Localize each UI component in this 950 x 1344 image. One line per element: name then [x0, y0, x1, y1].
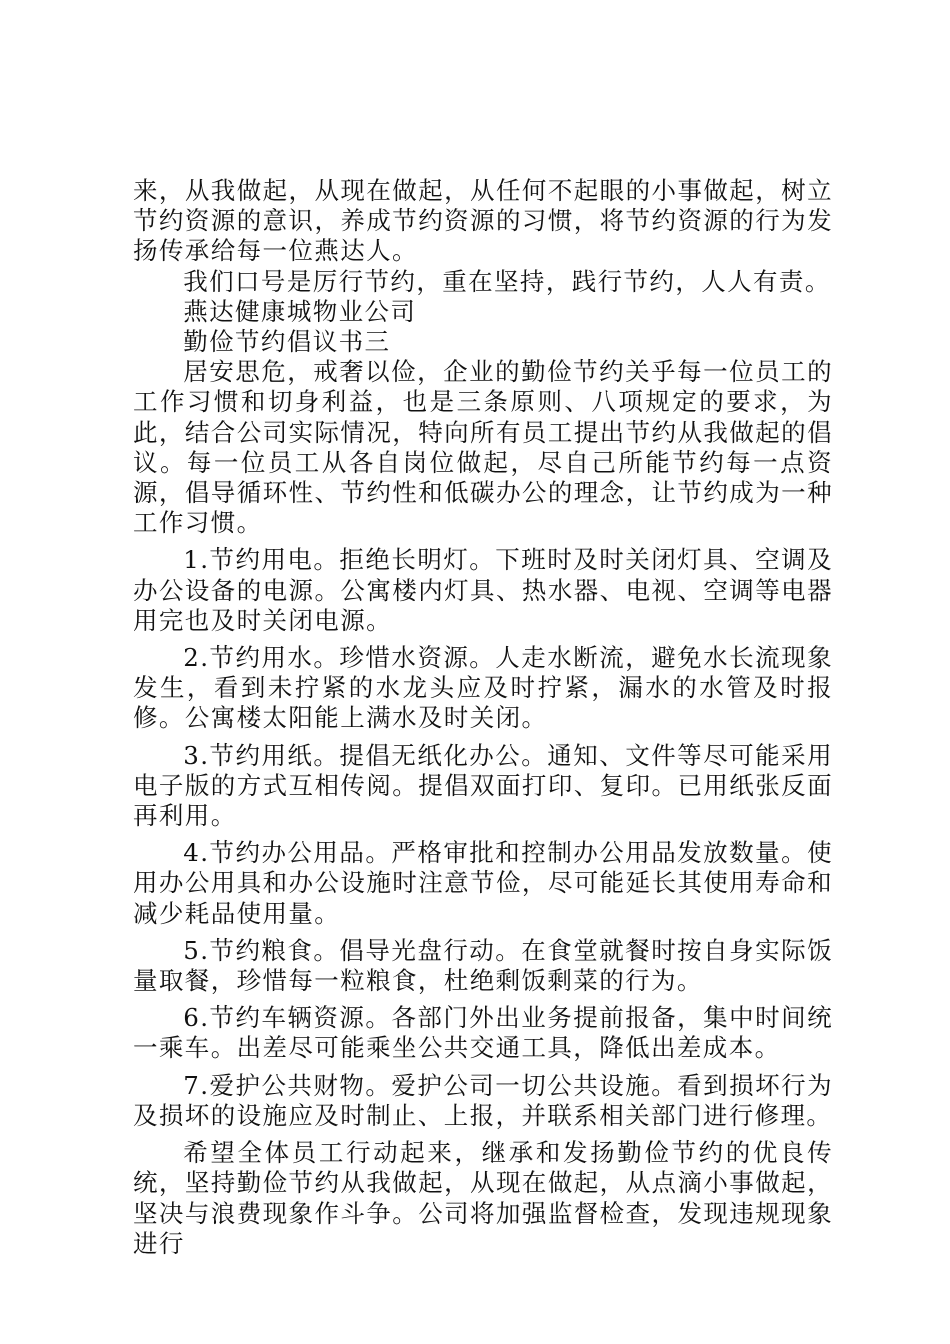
list-item-paper: 3.节约用纸。提倡无纸化办公。通知、文件等尽可能采用电子版的方式互相传阅。提倡双面打印、复印。已用纸张反面再利用。: [133, 740, 833, 831]
paragraph-continuation: 来，从我做起，从现在做起，从任何不起眼的小事做起，树立节约资源的意识，养成节约资源的习惯，将节约资源的行为发扬传承给每一位燕达人。: [133, 176, 833, 266]
paragraph-slogan: 我们口号是厉行节约，重在坚持，践行节约，人人有责。: [183, 266, 831, 296]
list-item-vehicles: 6.节约车辆资源。各部门外出业务提前报备，集中时间统一乘车。出差尽可能乘坐公共交通工具，降低出差成本。: [133, 1003, 833, 1063]
list-item-public-property: 7.爱护公共财物。爱护公司一切公共设施。看到损坏行为及损坏的设施应及时制止、上报，并联系相关部门进行修理。: [133, 1070, 833, 1130]
list-item-water: 2.节约用水。珍惜水资源。人走水断流，避免水长流现象发生，看到未拧紧的水龙头应及时拧紧，漏水的水管及时报修。公寓楼太阳能上满水及时关闭。: [133, 643, 833, 733]
paragraph-closing: 希望全体员工行动起来，继承和发扬勤俭节约的优良传统，坚持勤俭节约从我做起，从现在做起，从点滴小事做起，坚决与浪费现象作斗争。公司将加强监督检查，发现违规现象进行: [133, 1138, 833, 1258]
list-item-office-supplies: 4.节约办公用品。严格审批和控制办公用品发放数量。使用办公用具和办公设施时注意节俭，尽可能延长其使用寿命和减少耗品使用量。: [133, 838, 833, 928]
paragraph-intro: 居安思危，戒奢以俭，企业的勤俭节约关乎每一位员工的工作习惯和切身利益，也是三条原则、八项规定的要求，为此，结合公司实际情况，特向所有员工提出节约从我做起的倡议。每一位员工从各自岗位做起，尽自己所能节约每一点资源，倡导循环性、节约性和低碳办公的理念，让节约成为一种工作习惯。: [133, 357, 833, 538]
paragraph-signature: 燕达健康城物业公司: [183, 296, 417, 326]
document-body: [133, 176, 833, 1259]
list-item-electricity: 1.节约用电。拒绝长明灯。下班时及时关闭灯具、空调及办公设备的电源。公寓楼内灯具、热水器、电视、空调等电器用完也及时关闭电源。: [133, 545, 833, 635]
list-item-food: 5.节约粮食。倡导光盘行动。在食堂就餐时按自身实际饭量取餐，珍惜每一粒粮食，杜绝剩饭剩菜的行为。: [133, 935, 833, 996]
section-heading: 勤俭节约倡议书三: [183, 327, 391, 357]
